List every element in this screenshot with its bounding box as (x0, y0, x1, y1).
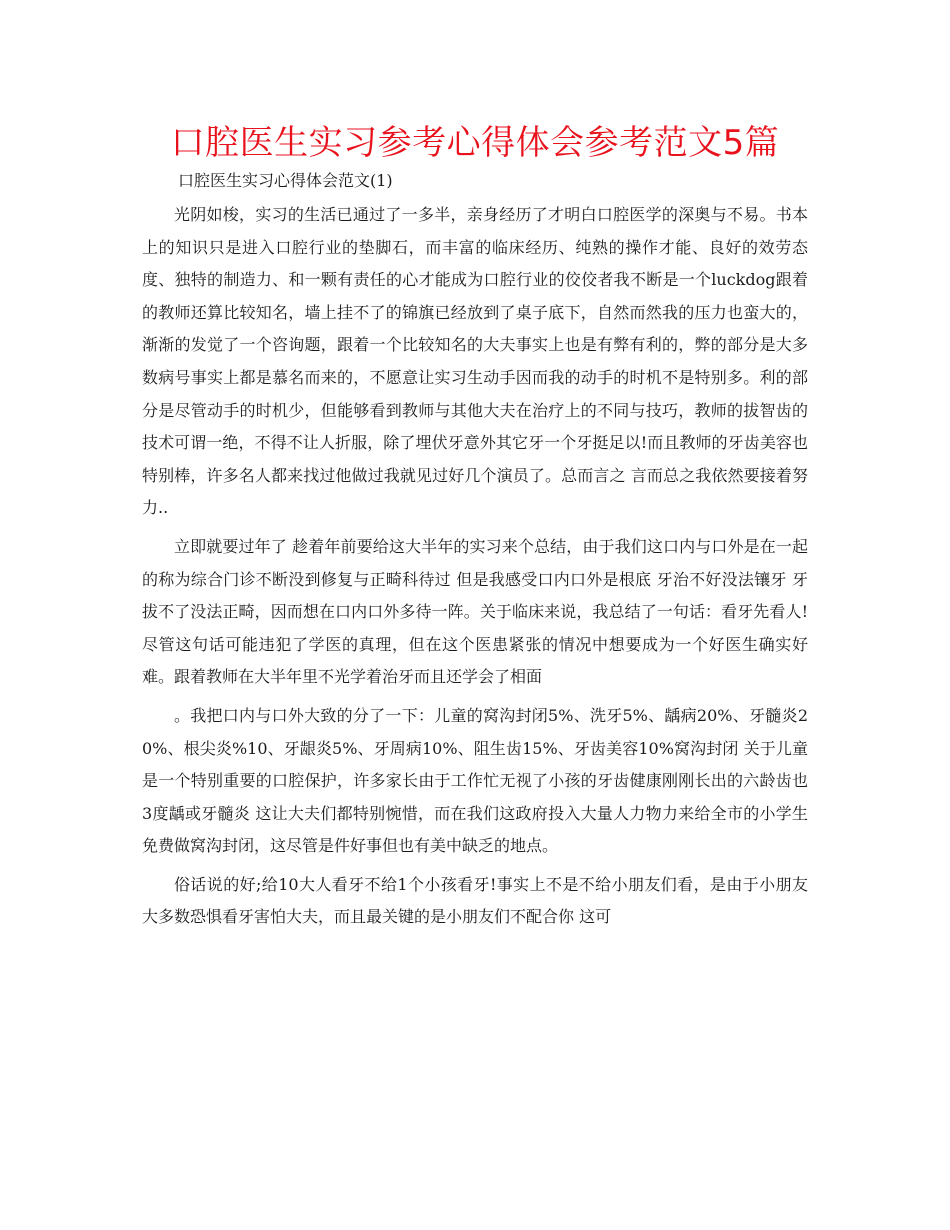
document-subtitle: 口腔医生实习心得体会范文(1) (178, 171, 393, 190)
document-title: 口腔医生实习参考心得体会参考范文5篇 (170, 123, 780, 163)
paragraph-1: 光阴如梭，实习的生活已通过了一多半，亲身经历了才明白口腔医学的深奥与不易。书本上的知识只是进入口腔行业的垫脚石，而丰富的临床经历、纯熟的操作才能、良好的效劳态度、独特的制造力、和一颗有责任的心才能成为口腔行业的佼佼者我不断是一个luckdog跟着的教师还算比较知名，墙上挂不了的锦旗已经放到了桌子底下，自然而然我的压力也蛮大的，渐渐的发觉了一个咨询题，跟着一个比较知名的大夫事实上也是有弊有利的，弊的部分是大多数病号事实上都是慕名而来的，不愿意让实习生动手因而我的动手的时机不是特别多。利的部分是尽管动手的时机少，但能够看到教师与其他大夫在治疗上的不同与技巧，教师的拔智齿的技术可谓一绝，不得不让人折服，除了埋伏牙意外其它牙一个牙挺足以!而且教师的牙齿美容也特别棒，许多名人都来找过他做过我就见过好几个演员了。总而言之 言而总之我依然要接着努力.. (142, 205, 808, 518)
document-body (142, 199, 808, 934)
paragraph-2: 立即就要过年了 趁着年前要给这大半年的实习来个总结，由于我们这口内与口外是在一起的称为综合门诊不断没到修复与正畸科待过 但是我感受口内口外是根底 牙治不好没法镶牙 牙拔不了没法正畸，因而想在口内口外多待一阵。关于临床来说，我总结了一句话：看牙先看人!尽管这句话可能违犯了学医的真理，但在这个医患紧张的情况中想要成为一个好医生确实好难。跟着教师在大半年里不光学着治牙而且还学会了相面 (142, 536, 808, 687)
paragraph-4: 俗话说的好;给10大人看牙不给1个小孩看牙!事实上不是不给小朋友们看，是由于小朋友大多数恐惧看牙害怕大夫，而且最关键的是小朋友们不配合你 这可 (142, 874, 808, 927)
paragraph-3: 。我把口内与口外大致的分了一下：儿童的窝沟封闭5%、洗牙5%、龋病20%、牙髓炎20%、根尖炎%10、牙龈炎5%、牙周病10%、阻生齿15%、牙齿美容10%窝沟封闭 关于儿童是一个特别重要的口腔保护，许多家长由于工作忙无视了小孩的牙齿健康刚刚长出的六龄齿也3度龋或牙髓炎 这让大夫们都特别惋惜，而在我们这政府投入大量人力物力来给全市的小学生免费做窝沟封闭，这尽管是件好事但也有美中缺乏的地点。 (142, 705, 808, 856)
